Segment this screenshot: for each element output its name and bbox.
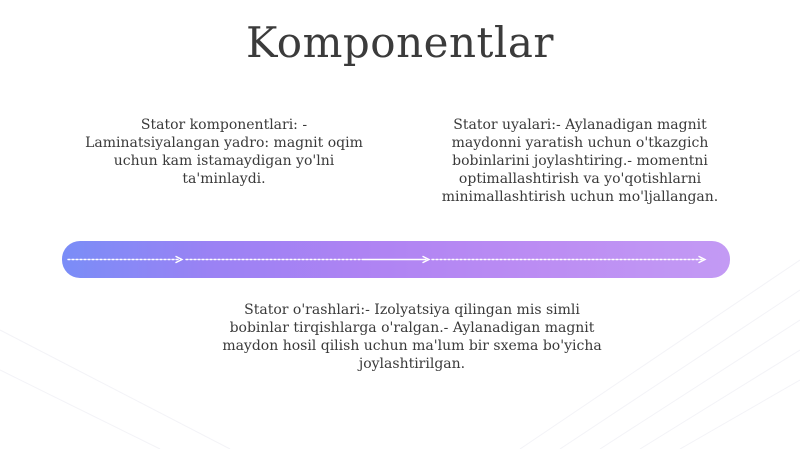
text-block-stator-components: Stator komponentlari: - Laminatsiyalangan yadro: magnit oqim uchun kam istamaydigan yo'lni ta'minlaydi.	[85, 117, 363, 187]
text-block-stator-slots: Stator uyalari:- Aylanadigan magnit maydonni yaratish uchun o'tkazgich bobinlarini joylashtiring.- momentni optimallashtirish va yo'qotishlarni minimallashtirish uchun mo'ljallangan.	[441, 117, 719, 205]
page-title: Komponentlar	[246, 18, 554, 67]
timeline-arrows	[62, 241, 730, 278]
text-block-stator-windings: Stator o'rashlari:- Izolyatsiya qilingan mis simli bobinlar tirqishlarga o'ralgan.- Aylanadigan magnit maydon hosil qilish uchun ma'lum bir sxema bo'yicha joylashtirilgan.	[222, 302, 602, 372]
timeline-bar	[62, 241, 730, 278]
